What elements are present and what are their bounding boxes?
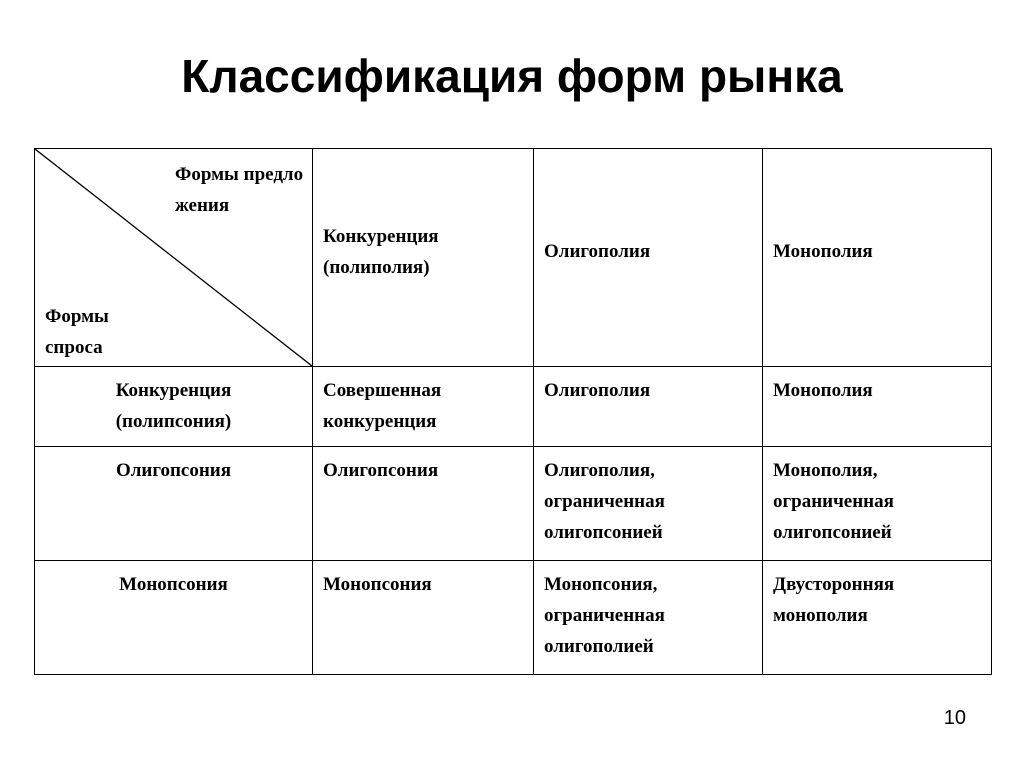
supply-forms-label: Формы предложения [175, 164, 304, 216]
row-header-monopsony [35, 561, 313, 675]
row-header-label: Конкуренция (полипсония) [115, 380, 232, 432]
column-header-competition [313, 149, 534, 367]
row-header-oligopsony [35, 447, 313, 561]
cell-text: Олигополия, ограниченная олигопсонией [544, 460, 665, 543]
column-header-oligopoly [534, 149, 763, 367]
table-cell [763, 561, 992, 675]
table-cell [313, 561, 534, 675]
table-cell [763, 447, 992, 561]
cell-text: Монопсония, ограниченная олигополией [544, 574, 665, 657]
row-header-competition [35, 367, 313, 447]
cell-text: Олигопсония [323, 460, 439, 481]
cell-text: Совершенная конкуренция [323, 380, 442, 432]
demand-forms-label: Формы спроса [45, 306, 109, 358]
row-header-label: Олигопсония [115, 460, 232, 481]
slide-title: Классификация форм рынка [181, 50, 843, 102]
column-header-monopoly [763, 149, 992, 367]
table-cell [534, 561, 763, 675]
table-cell [534, 367, 763, 447]
cell-text: Двусторонняя монополия [773, 574, 895, 626]
cell-text: Олигополия [544, 380, 651, 401]
table-row [35, 561, 992, 675]
cell-text: Монополия, ограниченная олигопсонией [773, 460, 894, 543]
table-header-row [35, 149, 992, 367]
page-number: 10 [943, 707, 966, 729]
table-cell [763, 367, 992, 447]
table-cell [313, 367, 534, 447]
row-header-label: Монопсония [119, 574, 228, 595]
table-row [35, 447, 992, 561]
column-header-label: Монополия [773, 241, 873, 262]
corner-header-cell [35, 149, 313, 367]
table-cell [534, 447, 763, 561]
market-forms-table [34, 148, 992, 675]
table-cell [313, 447, 534, 561]
column-header-label: Конкуренция (полиполия) [323, 225, 439, 278]
table-row [35, 367, 992, 447]
column-header-label: Олигополия [544, 241, 651, 262]
cell-text: Монопсония [323, 574, 432, 595]
cell-text: Монополия [773, 380, 873, 401]
